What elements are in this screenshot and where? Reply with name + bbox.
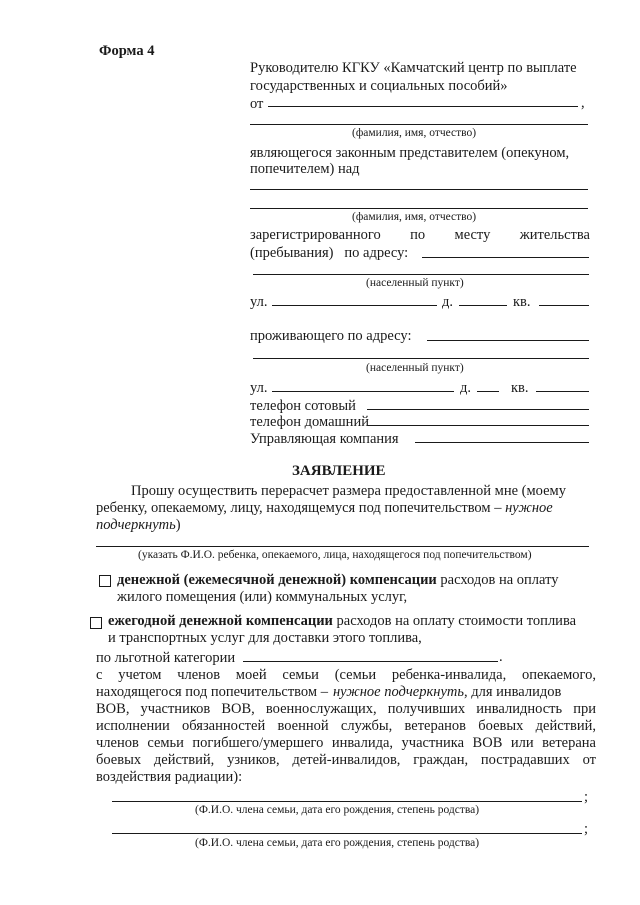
applicant-fio-field[interactable] [268, 106, 578, 107]
category-label: по льготной категории [96, 650, 236, 666]
request-line-1: Прошу осуществить перерасчет размера предоставленной мне (моему [131, 483, 566, 499]
family-line-6: боевых действий, узников, детей-инвалидов, граждан, пострадавших от [96, 752, 596, 768]
locality-caption: (населенный пункт) [366, 277, 464, 289]
option-annual-line-1 [108, 613, 576, 630]
request-line-2-text: ребенку, опекаемому, лицу, находящемуся под попечительством – [96, 500, 502, 516]
mobile-phone-field[interactable] [367, 409, 589, 410]
option-annual-bold: ежегодной денежной компенсации [108, 613, 333, 629]
family-member-field-1[interactable] [112, 801, 582, 802]
apt-label-2: кв. [511, 380, 529, 396]
fio-caption: (фамилия, имя, отчество) [352, 127, 477, 139]
family-line-4: исполнении обязанностей военной службы, ветеранов боевых действий, [96, 718, 596, 734]
live-label: проживающего по адресу: [250, 328, 412, 344]
mgmt-company-label: Управляющая компания [250, 431, 399, 447]
family-line-2-italic: нужное подчеркнуть [332, 684, 464, 700]
option-monthly-bold: денежной (ежемесячной денежной) компенсации [117, 572, 437, 588]
child-caption: (указать Ф.И.О. ребенка, опекаемого, лица, находящегося под попечительством) [138, 549, 532, 561]
member-semicolon-2: ; [584, 821, 589, 837]
recipient-line-2: государственных и социальных пособий» [250, 78, 508, 94]
mgmt-company-field[interactable] [415, 442, 589, 443]
live-house-field[interactable] [477, 391, 499, 392]
family-line-2 [96, 684, 596, 701]
option-monthly-rest: расходов на оплату [436, 572, 559, 588]
fio-caption-2: (фамилия, имя, отчество) [352, 211, 477, 223]
family-line-2b: , для инвалидов [463, 684, 562, 700]
reg-word-4: жительства [519, 227, 590, 243]
from-comma: , [581, 95, 585, 111]
family-line-7: воздействия радиации): [96, 769, 243, 785]
category-dot: . [499, 649, 503, 665]
category-field[interactable] [243, 661, 498, 662]
option-monthly-line-1 [117, 572, 559, 589]
reg-word-2: по [410, 227, 426, 243]
reg-house-field[interactable] [459, 305, 507, 306]
option-annual-line-2: и транспортных услуг для доставки этого топлива, [108, 630, 422, 646]
applicant-fio-field-line2[interactable] [250, 124, 588, 125]
live-address-field[interactable] [427, 340, 589, 341]
representative-line-1: являющегося законным представителем (опекуном, [250, 145, 570, 161]
option-monthly-checkbox[interactable] [99, 575, 111, 587]
representative-line-2: попечителем) над [250, 161, 360, 177]
reg-street-field[interactable] [272, 305, 437, 306]
family-line-1: с учетом членов моей семьи (семьи ребенка-инвалида, опекаемого, [96, 667, 596, 683]
registration-line-1 [250, 227, 590, 244]
recipient-line-1: Руководителю КГКУ «Камчатский центр по выплате [250, 60, 577, 76]
member-caption-2: (Ф.И.О. члена семьи, дата его рождения, степень родства) [195, 837, 480, 849]
option-annual-checkbox[interactable] [90, 617, 102, 629]
locality-caption-2: (населенный пункт) [366, 362, 464, 374]
request-line-3 [96, 517, 181, 534]
street-label: ул. [250, 294, 268, 310]
registration-line-2: (пребывания) по адресу: [250, 245, 409, 261]
ward-fio-field-line2[interactable] [250, 208, 588, 209]
ward-fio-field[interactable] [250, 189, 588, 190]
family-line-5: членов семьи погибшего/умершего инвалида, участника ВОВ или ветерана [96, 735, 596, 751]
reg-address-field[interactable] [422, 257, 589, 258]
child-fio-field[interactable] [96, 546, 589, 547]
reg-word-1: зарегистрированного [250, 227, 381, 243]
reg-word-3: месту [454, 227, 491, 243]
live-apt-field[interactable] [536, 391, 589, 392]
live-street-field[interactable] [272, 391, 454, 392]
mobile-label: телефон сотовый [250, 398, 356, 414]
request-line-2 [96, 500, 553, 517]
home-phone-field[interactable] [367, 425, 589, 426]
option-monthly-line-2: жилого помещения (или) коммунальных услуг, [117, 589, 408, 605]
member-caption-1: (Ф.И.О. члена семьи, дата его рождения, степень родства) [195, 804, 480, 816]
family-member-field-2[interactable] [112, 833, 582, 834]
statement-title: ЗАЯВЛЕНИЕ [292, 463, 386, 479]
request-line-3-italic: подчеркнуть [96, 517, 176, 533]
house-label-2: д. [460, 380, 472, 396]
live-locality-field[interactable] [253, 358, 589, 359]
reg-apt-field[interactable] [539, 305, 589, 306]
home-phone-label: телефон домашний [250, 414, 369, 430]
option-annual-rest: расходов на оплату стоимости топлива [332, 613, 577, 629]
house-label: д. [442, 294, 454, 310]
street-label-2: ул. [250, 380, 268, 396]
form-label: Форма 4 [99, 43, 155, 59]
request-line-3-paren: ) [175, 517, 181, 533]
request-line-2-italic: нужное [505, 500, 553, 516]
reg-locality-field[interactable] [253, 274, 589, 275]
family-line-3: ВОВ, участников ВОВ, военнослужащих, получивших инвалидность при [96, 701, 596, 717]
member-semicolon-1: ; [584, 789, 589, 805]
from-label: от [250, 96, 264, 112]
apt-label: кв. [513, 294, 531, 310]
family-line-2a: находящегося под попечительством – [96, 684, 328, 700]
